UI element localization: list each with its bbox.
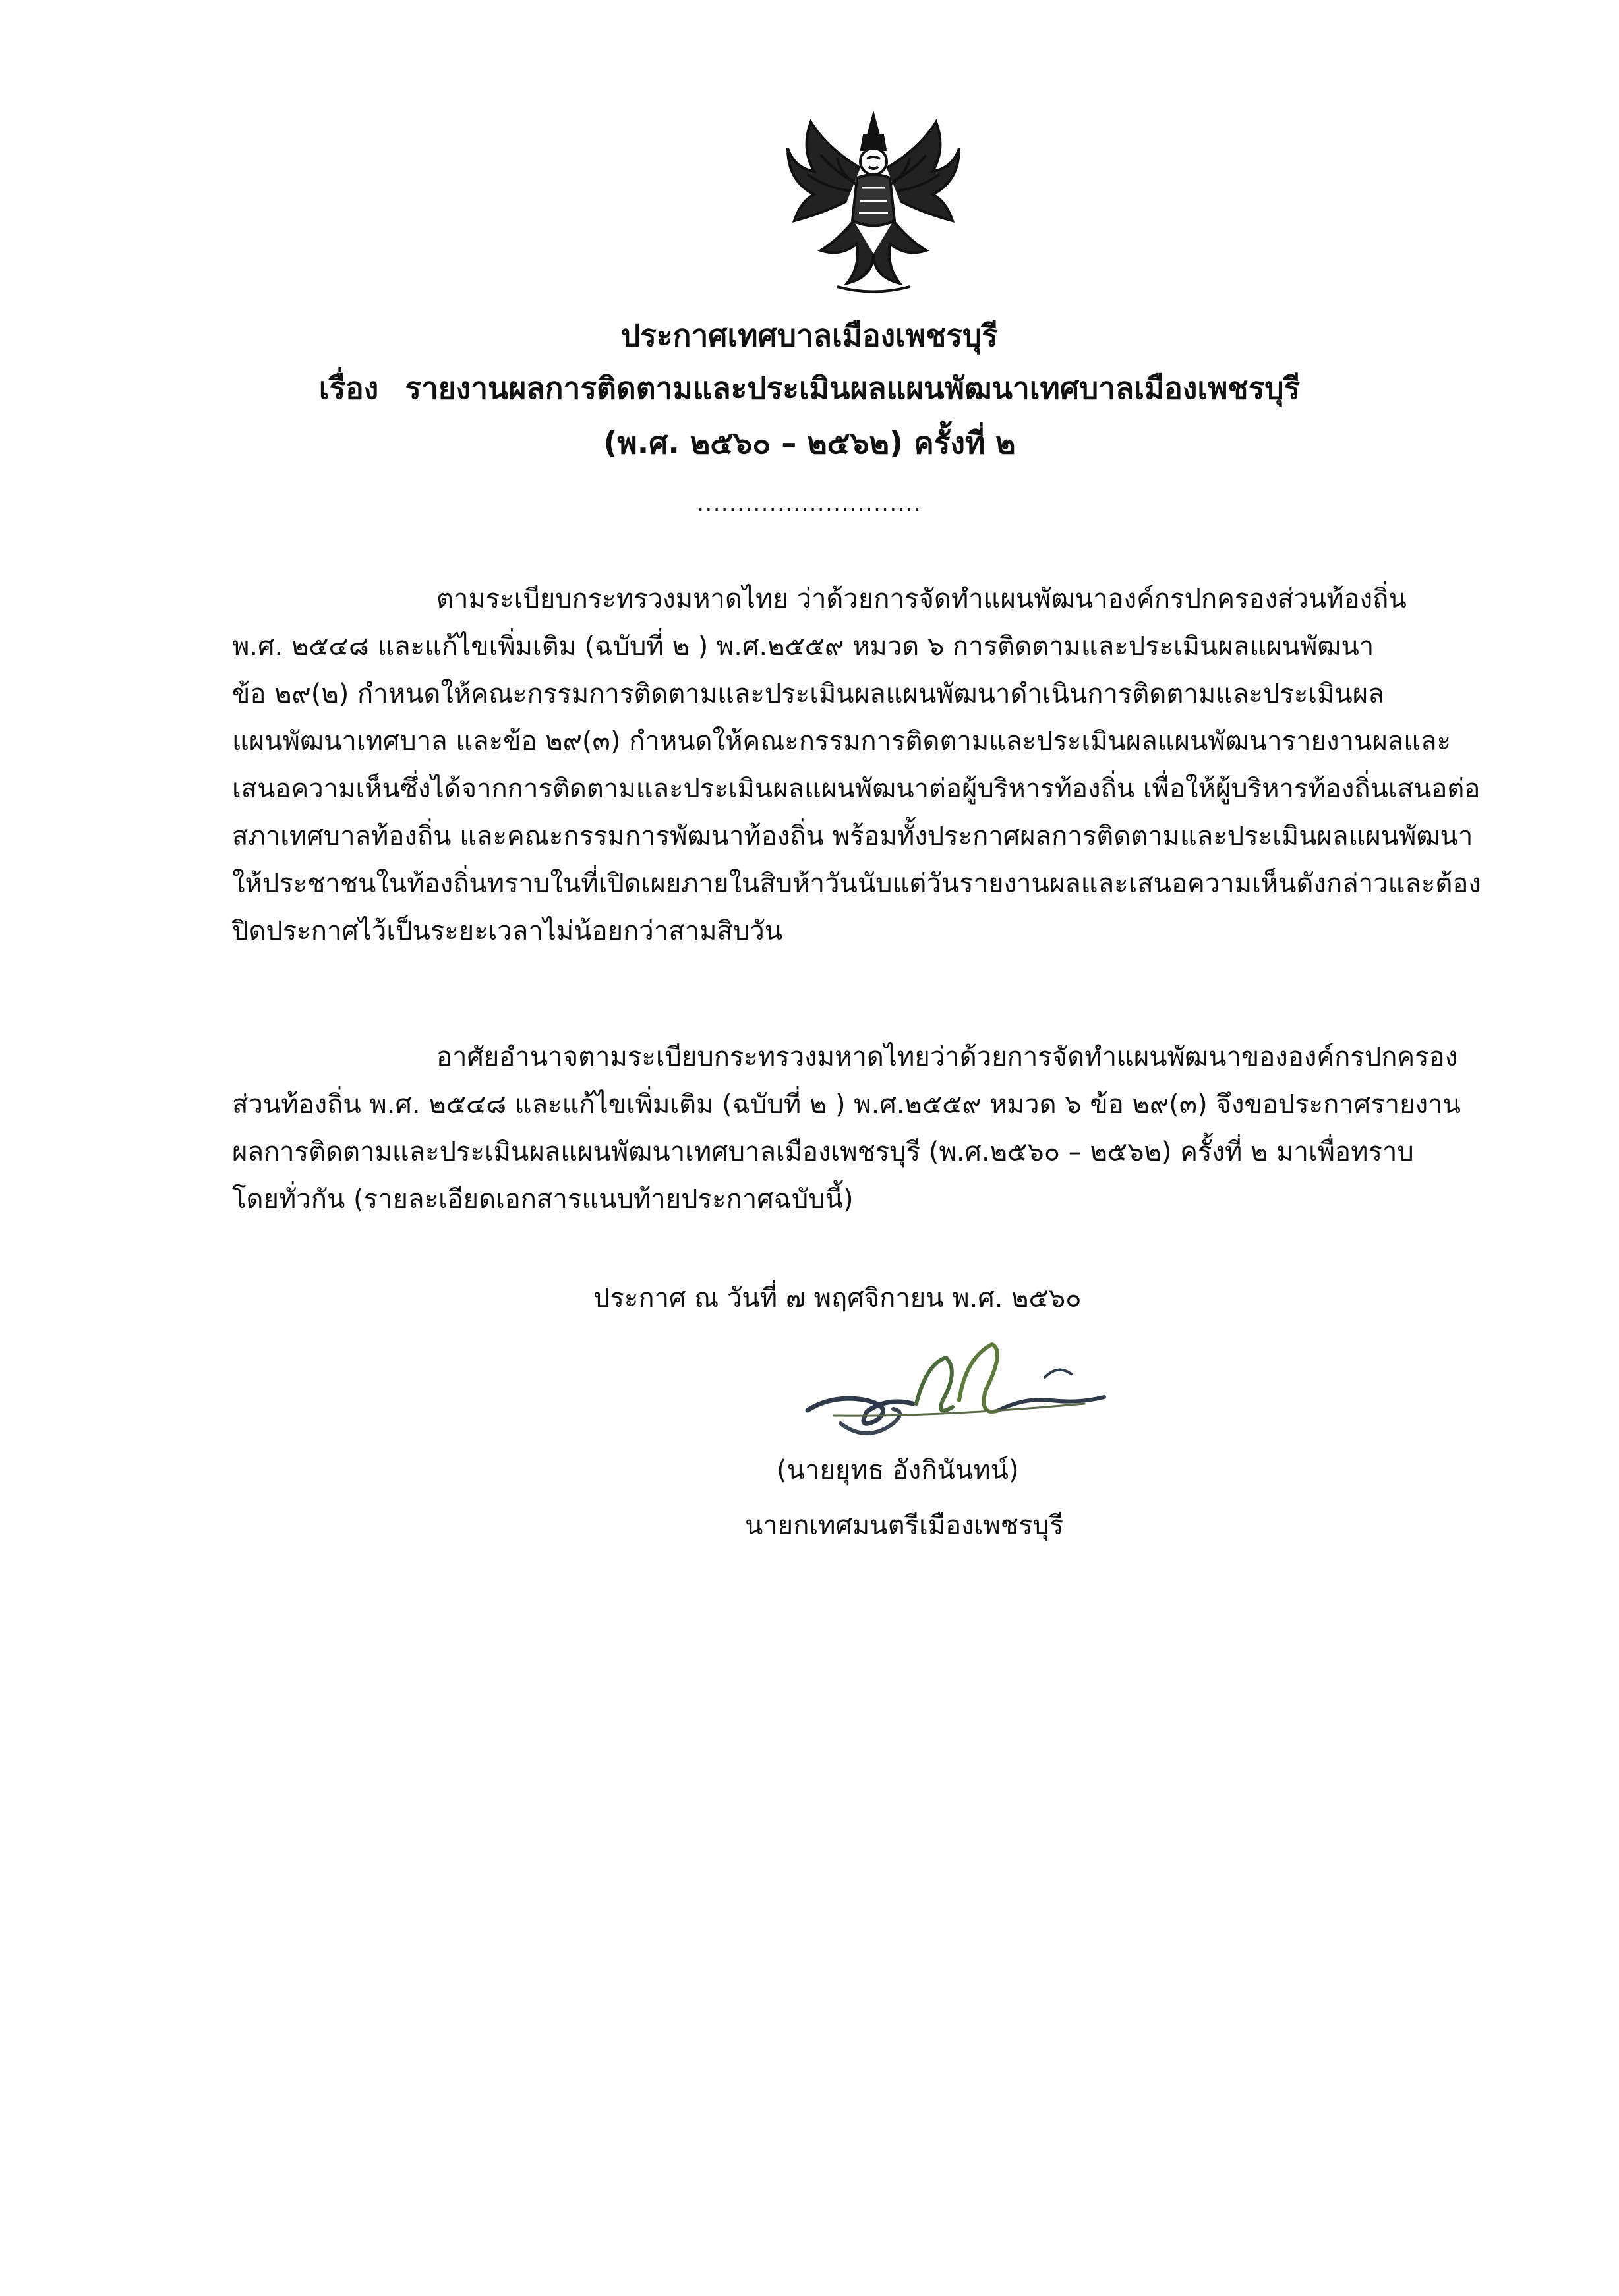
announcement-date: ประกาศ ณ วันที่ ๗ พฤศจิกายน พ.ศ. ๒๕๖๐: [593, 1283, 1082, 1313]
paragraph-line: แผนพัฒนาเทศบาล และข้อ ๒๙(๓) กำหนดให้คณะกรรมการติดตามและประเมินผลแผนพัฒนารายงานผลและ: [232, 726, 1452, 757]
paragraph-line: โดยทั่วกัน (รายละเอียดเอกสารแนบท้ายประกาศฉบับนี้): [232, 1184, 854, 1215]
paragraph-line: สภาเทศบาลท้องถิ่น และคณะกรรมการพัฒนาท้องถิ่น พร้อมทั้งประกาศผลการติดตามและประเมินผลแผนพัฒนา: [232, 821, 1473, 851]
paragraph-line: อาศัยอำนาจตามระเบียบกระทรวงมหาดไทยว่าด้วยการจัดทำแผนพัฒนาขององค์กรปกครอง: [436, 1042, 1458, 1072]
paragraph-line: ผลการติดตามและประเมินผลแผนพัฒนาเทศบาลเมืองเพชรบุรี (พ.ศ.๒๕๖๐ – ๒๕๖๒) ครั้งที่ ๒ มาเพื่อทราบ: [232, 1137, 1414, 1167]
subject-text: รายงานผลการติดตามและประเมินผลแผนพัฒนาเทศบาลเมืองเพชรบุรี: [405, 370, 1301, 406]
signer-position: นายกเทศมนตรีเมืองเพชรบุรี: [745, 1510, 1064, 1541]
subject-label: เรื่อง: [318, 370, 379, 406]
paragraph-line: ตามระเบียบกระทรวงมหาดไทย ว่าด้วยการจัดทำแผนพัฒนาองค์กรปกครองส่วนท้องถิ่น: [436, 584, 1407, 614]
paragraph-2: [232, 1033, 1524, 1223]
paragraph-line: พ.ศ. ๒๕๔๘ และแก้ไขเพิ่มเติม (ฉบับที่ ๒ ) พ.ศ.๒๕๕๙ หมวด ๖ การติดตามและประเมินผลแผนพัฒนา: [232, 631, 1374, 662]
paragraph-line: เสนอความเห็นซึ่งได้จากการติดตามและประเมินผลแผนพัฒนาต่อผู้บริหารท้องถิ่น เพื่อให้ผู้บริหารท้องถิ่นเสนอต่อ: [232, 774, 1481, 804]
announcement-title: ประกาศเทศบาลเมืองเพชรบุรี: [621, 318, 998, 353]
announcement-subject: [198, 370, 1421, 407]
handwritten-signature: [794, 1338, 1117, 1456]
signer-name: (นายยุทธ อังกินันทน์): [777, 1455, 1019, 1485]
paragraph-line: ให้ประชาชนในท้องถิ่นทราบในที่เปิดเผยภายในสิบห้าวันนับแต่วันรายงานผลและเสนอความเห็นดังกล่าวและต้อง: [232, 869, 1481, 899]
paragraph-1: [232, 575, 1524, 955]
separator-dots: ............................: [697, 491, 922, 516]
announcement-period: (พ.ศ. ๒๕๖๐ – ๒๕๖๒) ครั้งที่ ๒: [603, 425, 1016, 461]
garuda-emblem-icon: [775, 109, 972, 300]
paragraph-line: ปิดประกาศไว้เป็นระยะเวลาไม่น้อยกว่าสามสิบวัน: [232, 916, 783, 946]
paragraph-line: ส่วนท้องถิ่น พ.ศ. ๒๕๔๘ และแก้ไขเพิ่มเติม (ฉบับที่ ๒ ) พ.ศ.๒๕๕๙ หมวด ๖ ข้อ ๒๙(๓) จึงขอประกาศรายงาน: [232, 1089, 1461, 1120]
paragraph-line: ข้อ ๒๙(๒) กำหนดให้คณะกรรมการติดตามและประเมินผลแผนพัฒนาดำเนินการติดตามและประเมินผล: [232, 679, 1384, 709]
